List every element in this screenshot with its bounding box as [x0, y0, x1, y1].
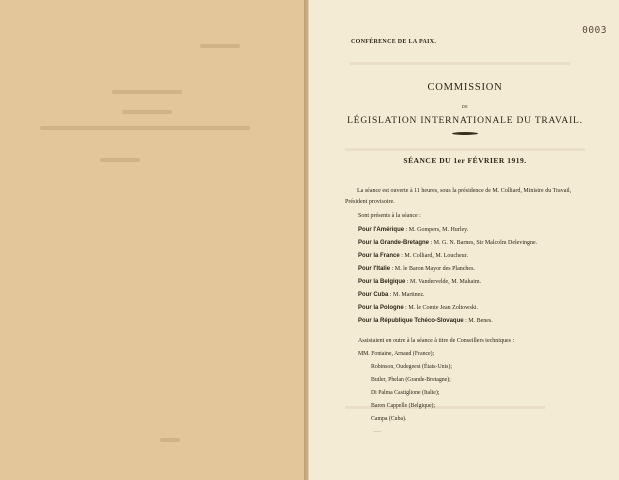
counsellor-line: Di Palma Castiglione (Italie);	[371, 390, 440, 396]
page-number: 0003	[582, 25, 607, 36]
bleedthrough-line	[350, 62, 570, 65]
title-de: DE	[461, 104, 469, 109]
bleedthrough-line	[40, 126, 250, 130]
attendee-line: Pour l'Amérique : M. Gompers, M. Hurley.	[358, 227, 469, 233]
session-date: SÉANCE DU 1er FÉVRIER 1919.	[403, 156, 527, 165]
opening-paragraph: La séance est ouverte à 11 heures, sous la présidence de M. Colliard, Ministre du Travail, Président provisoire.	[345, 188, 572, 205]
attendee-line: Pour la Grande-Bretagne : M. G. N. Barnes, Sir Malcolm Delevingne.	[358, 240, 538, 246]
attendee-line: Pour la République Tchéco-Slovaque : M. Benes.	[358, 318, 493, 324]
title-ornament	[452, 132, 478, 135]
bleedthrough-line	[112, 90, 182, 94]
bleedthrough-line	[345, 148, 585, 151]
present-label: Sont présents à la séance :	[358, 213, 421, 219]
bleedthrough-line	[200, 44, 240, 48]
bleedthrough-line	[122, 110, 172, 114]
bleedthrough-line	[160, 438, 180, 442]
title-commission: COMMISSION	[427, 82, 503, 93]
left-page-blank	[0, 0, 308, 480]
conference-header: CONFÉRENCE DE LA PAIX.	[351, 39, 437, 45]
counsellor-line: Baron Cappelle (Belgique);	[371, 403, 436, 409]
counsellor-line: Robinson, Oudegeest (États-Unis);	[371, 364, 452, 370]
attendee-line: Pour la France : M. Colliard, M. Loucheur.	[358, 253, 468, 259]
counsellors-intro: Assistaient en outre à la séance à titre de Conseillers techniques :	[358, 338, 515, 344]
attendee-line: Pour Cuba : M. Martinez.	[358, 292, 425, 298]
title-legislation: LÉGISLATION INTERNATIONALE DU TRAVAIL.	[347, 116, 583, 126]
counsellor-line: Butler, Phelan (Grande-Bretagne);	[371, 377, 451, 383]
counsellor-line: Campa (Cuba).	[371, 416, 407, 422]
attendee-line: Pour la Pologne : M. le Comte Jean Zoltowski.	[358, 305, 478, 311]
attendee-line: Pour la Belgique : M. Vandervelde, M. Mahaim.	[358, 279, 482, 285]
footer-small-text: ........	[373, 428, 381, 433]
attendee-line: Pour l'Italie : M. le Baron Mayor des Planches.	[358, 266, 475, 272]
counsellor-line: MM. Fontaine, Arnaud (France);	[358, 351, 435, 357]
bleedthrough-line	[100, 158, 140, 162]
